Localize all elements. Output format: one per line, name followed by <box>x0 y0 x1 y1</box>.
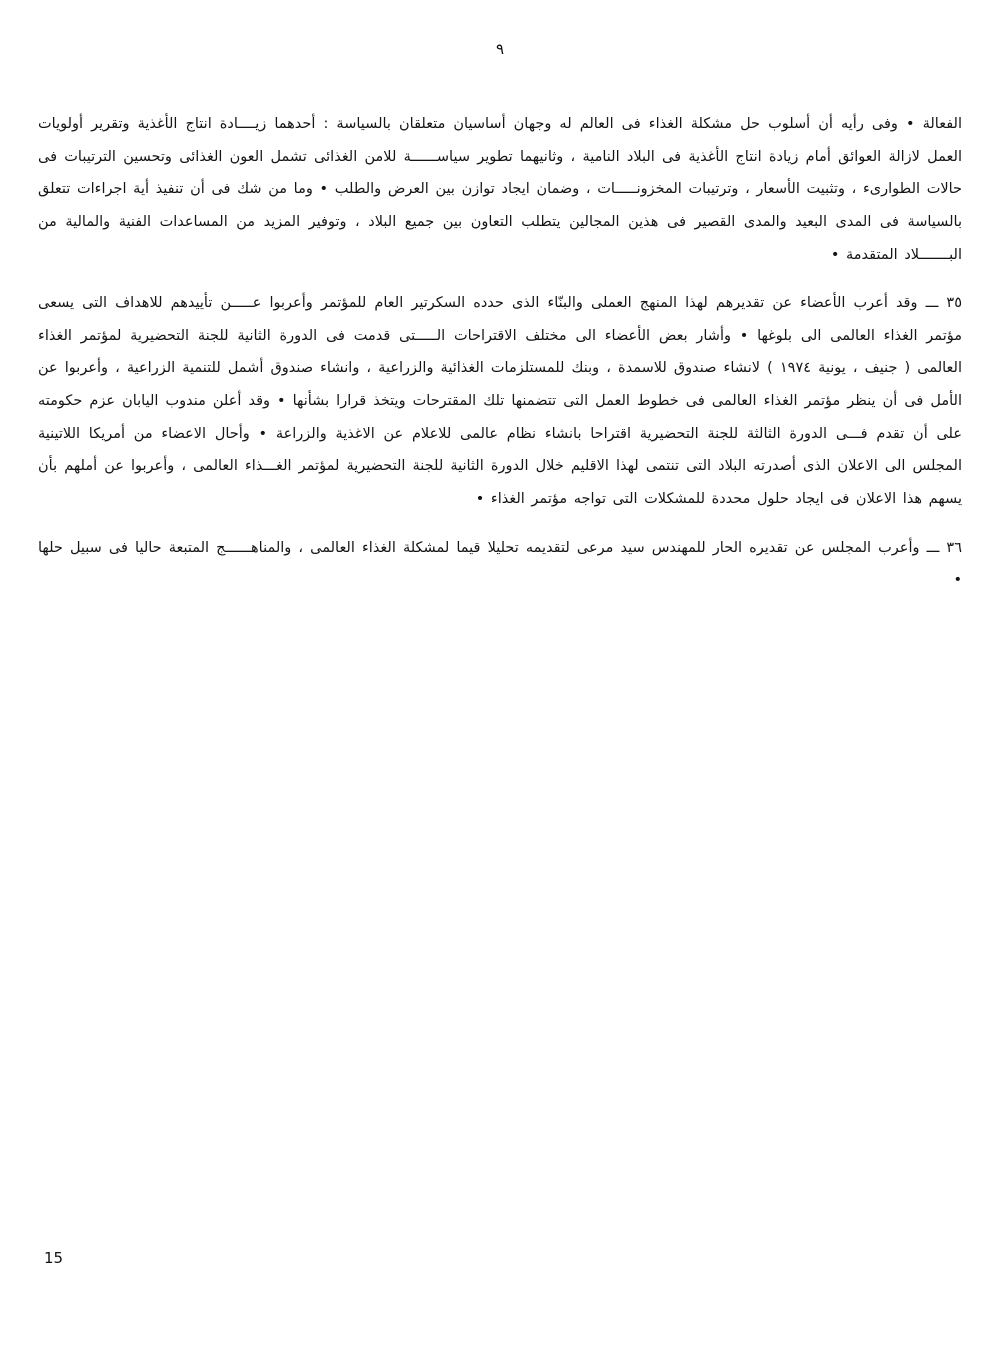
page-number-bottom: 15 <box>44 1249 64 1267</box>
paragraph-continuation: الفعالة • وفى رأيه أن أسلوب حل مشكلة الغذاء فى العالم له وجهان أساسيان متعلقان بالسياسة : أحدهما زيــــادة انتاج الأغذية وتقرير أولويات العمل لازالة العوائق أمام زيادة انتاج الأغذية فى البلاد النامية ، وثانيهما تطوير سياســــــة للامن الغذائى تشمل العون الغذائى وتحسين الترتيبات فى حالات الطوارىء ، وتثبيت الأسعار ، وترتيبات المخزونـــــات ، وضمان ايجاد توازن بين العرض والطلب • وما من شك فى أن تنفيذ أية اجراءات تتعلق بالسياسة فى المدى البعيد والمدى القصير فى هذين المجالين يتطلب التعاون بين جميع البلاد ، وتوفير المزيد من المساعدات الفنية والمالية من البـــــــلاد المتقدمة • <box>38 116 962 263</box>
page-number-top: ٩ <box>495 40 505 58</box>
paragraph-36: ٣٦ ـــ وأعرب المجلس عن تقديره الحار للمهندس سيد مرعى لتقديمه تحليلا قيما لمشكلة الغذاء العالمى ، والمناهــــــج المتبعة حاليا فى سبيل حلها • <box>38 539 962 589</box>
document-body <box>38 108 962 613</box>
paragraph-35: ٣٥ ـــ وقد أعرب الأعضاء عن تقديرهم لهذا المنهج العملى والبنّاء الذى حدده السكرتير العام للمؤتمر وأعربوا عـــــن تأييدهم للاهداف التى يسعى مؤتمر الغذاء العالمى الى بلوغها • وأشار بعض الأعضاء الى مختلف الاقتراحات الـــــتى قدمت فى الدورة الثانية للجنة التحضيرية لمؤتمر الغذاء العالمى ( جنيف ، يونية ١٩٧٤ ) لانشاء صندوق للاسمدة ، وبنك للمستلزمات الغذائية والزراعية ، وانشاء صندوق أشمل للتنمية الزراعية ، وأعربوا عن الأمل فى أن ينظر مؤتمر الغذاء العالمى فى خطوط العمل التى تتضمنها تلك المقترحات ويتخذ قرارا بشأنها • وقد أعلن مندوب اليابان عزم حكومته على أن تقدم فـــى الدورة الثالثة للجنة التحضيرية اقتراحا بانشاء نظام عالمى للاعلام عن الاغذية والزراعة • وأحال الاعضاء من أمريكا اللاتينية المجلس الى الاعلان الذى أصدرته البلاد التى تنتمى لهذا الاقليم خلال الدورة الثانية للجنة التحضيرية لمؤتمر الغـــذاء العالمى ، وأعربوا عن أملهم بأن يسهم هذا الاعلان فى ايجاد حلول محددة للمشكلات التى تواجه مؤتمر الغذاء • <box>38 295 962 507</box>
